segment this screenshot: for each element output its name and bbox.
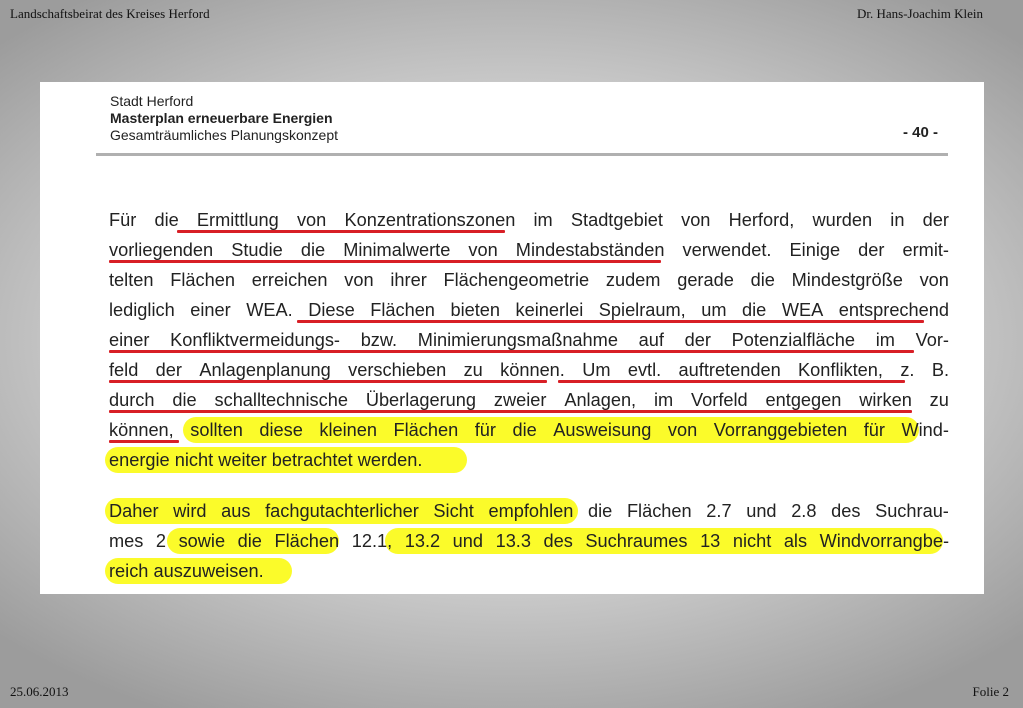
word: der bbox=[858, 240, 885, 260]
paragraph-1 bbox=[109, 205, 949, 475]
word: einer bbox=[190, 300, 231, 320]
word: von bbox=[344, 270, 374, 290]
word: lediglich bbox=[109, 300, 175, 320]
word: 2.8 bbox=[791, 501, 817, 521]
word: Sicht bbox=[433, 501, 474, 521]
word: Potenzialfläche bbox=[731, 330, 855, 350]
text-line bbox=[109, 385, 949, 415]
word: Ermittlung bbox=[196, 210, 279, 230]
word: kleinen bbox=[319, 420, 377, 440]
slide-header-left: Landschaftsbeirat des Kreises Herford bbox=[10, 6, 210, 21]
word: Mindestgröße bbox=[791, 270, 903, 290]
document-header bbox=[110, 93, 338, 144]
text-line-content bbox=[109, 526, 949, 556]
word: Vor- bbox=[915, 330, 949, 350]
text-line-content bbox=[109, 415, 949, 445]
word: die bbox=[300, 240, 326, 260]
word: sowie bbox=[178, 531, 226, 551]
word: Daher bbox=[109, 501, 159, 521]
word: von bbox=[667, 420, 698, 440]
word: Suchraumes bbox=[585, 531, 688, 551]
word: Suchrau- bbox=[875, 501, 949, 521]
document-city: Stadt Herford bbox=[110, 93, 194, 109]
word: Vorfeld bbox=[691, 390, 748, 410]
word: die bbox=[237, 531, 262, 551]
word: empfohlen bbox=[488, 501, 574, 521]
text-line bbox=[109, 355, 949, 385]
word: ermit- bbox=[902, 240, 949, 260]
word: gerade bbox=[677, 270, 734, 290]
text-line-content bbox=[109, 265, 949, 295]
word: Anlagen, bbox=[564, 390, 637, 410]
word: Studie bbox=[231, 240, 283, 260]
word: von bbox=[919, 270, 949, 290]
word: Spielraum, bbox=[598, 300, 686, 320]
word: Flächengeometrie bbox=[443, 270, 590, 290]
word: der bbox=[155, 360, 182, 380]
word: 13 bbox=[700, 531, 721, 551]
word: Herford, bbox=[728, 210, 795, 230]
word: mes bbox=[109, 531, 144, 551]
word: die bbox=[742, 300, 767, 320]
word: entgegen bbox=[765, 390, 842, 410]
word: Minimalwerte bbox=[343, 240, 451, 260]
word: der bbox=[684, 330, 711, 350]
text-line bbox=[109, 445, 949, 475]
word: zu bbox=[463, 360, 483, 380]
word: Konfliktvermeidungs- bbox=[170, 330, 340, 350]
text-line bbox=[109, 235, 949, 265]
word: Vorranggebieten bbox=[713, 420, 848, 440]
document-excerpt bbox=[40, 82, 984, 594]
word: aus bbox=[221, 501, 251, 521]
word: für bbox=[863, 420, 885, 440]
word: keinerlei bbox=[515, 300, 584, 320]
word: Flächen bbox=[170, 270, 235, 290]
word: diese bbox=[259, 420, 303, 440]
word: telten bbox=[109, 270, 154, 290]
word: können, bbox=[109, 420, 174, 440]
word: der bbox=[922, 210, 949, 230]
red-underline bbox=[109, 260, 661, 263]
word: als bbox=[783, 531, 808, 551]
word: können. bbox=[500, 360, 565, 380]
word: von bbox=[296, 210, 327, 230]
word: für bbox=[474, 420, 496, 440]
word: Überlagerung bbox=[365, 390, 477, 410]
word: vorliegenden bbox=[109, 240, 214, 260]
text-line bbox=[109, 556, 949, 586]
word: des bbox=[831, 501, 861, 521]
word: 13.2 bbox=[404, 531, 441, 551]
word: nicht bbox=[732, 531, 772, 551]
document-subtitle: Gesamträumliches Planungskonzept bbox=[110, 127, 339, 143]
word: Wind- bbox=[901, 420, 949, 440]
word: zudem bbox=[605, 270, 661, 290]
red-underline bbox=[558, 380, 905, 383]
red-underline bbox=[109, 380, 547, 383]
word: die bbox=[154, 210, 179, 230]
word: Konflikten, bbox=[798, 360, 883, 380]
word: Ausweisung bbox=[553, 420, 652, 440]
footer-date: 25.06.2013 bbox=[10, 684, 69, 699]
word: die bbox=[750, 270, 775, 290]
word: auf bbox=[638, 330, 664, 350]
word: im bbox=[533, 210, 553, 230]
word: 12.1, bbox=[351, 531, 393, 551]
word: 2 bbox=[155, 531, 167, 551]
text-line bbox=[109, 205, 949, 235]
word: Flächen bbox=[274, 531, 340, 551]
text-line-content bbox=[109, 496, 949, 526]
word: im bbox=[653, 390, 674, 410]
word: WEA bbox=[781, 300, 824, 320]
word: verwendet. bbox=[682, 240, 772, 260]
word: bzw. bbox=[360, 330, 398, 350]
word: Flächen bbox=[626, 501, 692, 521]
word: feld bbox=[109, 360, 139, 380]
red-underline bbox=[109, 410, 912, 413]
word: sollten bbox=[190, 420, 243, 440]
word: Konzentrationszonen bbox=[344, 210, 516, 230]
word: entsprechend bbox=[838, 300, 949, 320]
red-underline bbox=[109, 440, 179, 443]
word: und bbox=[452, 531, 484, 551]
word: durch bbox=[109, 390, 155, 410]
word: z. bbox=[900, 360, 915, 380]
word: einer bbox=[109, 330, 150, 350]
word: zu bbox=[929, 390, 949, 410]
word: Mindestabständen bbox=[515, 240, 665, 260]
word: Diese bbox=[308, 300, 355, 320]
text-line-content: energie nicht weiter betrachtet werden. bbox=[109, 450, 423, 470]
text-line bbox=[109, 325, 949, 355]
word: von bbox=[468, 240, 498, 260]
word: erreichen bbox=[251, 270, 328, 290]
word: WEA. bbox=[246, 300, 293, 320]
text-line bbox=[109, 526, 949, 556]
word: B. bbox=[931, 360, 949, 380]
word: verschieben bbox=[348, 360, 447, 380]
word: Flächen bbox=[393, 420, 459, 440]
red-underline bbox=[109, 350, 914, 353]
word: Flächen bbox=[370, 300, 435, 320]
word: 13.3 bbox=[495, 531, 531, 551]
footer-slide-number: Folie 2 bbox=[972, 684, 1009, 699]
slide-header-right: Dr. Hans-Joachim Klein bbox=[856, 6, 983, 21]
red-underline bbox=[177, 230, 505, 233]
word: zweier bbox=[493, 390, 547, 410]
page-number: - 40 - bbox=[902, 124, 938, 141]
word: Für bbox=[109, 210, 137, 230]
word: evtl. bbox=[627, 360, 662, 380]
text-line bbox=[109, 265, 949, 295]
word: von bbox=[681, 210, 711, 230]
text-line-content: reich auszuweisen. bbox=[109, 561, 264, 581]
text-line bbox=[109, 415, 949, 445]
word: um bbox=[701, 300, 727, 320]
word: die bbox=[512, 420, 537, 440]
word: die bbox=[588, 501, 613, 521]
word: auftretenden bbox=[678, 360, 781, 380]
word: fachgutachterlicher bbox=[265, 501, 419, 521]
word: Einige bbox=[789, 240, 841, 260]
document-title: Masterplan erneuerbare Energien bbox=[110, 110, 333, 126]
paragraph-2 bbox=[109, 496, 949, 586]
word: wirken bbox=[859, 390, 912, 410]
word: Windvorrangbe- bbox=[819, 531, 949, 551]
word: Anlagenplanung bbox=[199, 360, 331, 380]
word: und bbox=[746, 501, 777, 521]
word: Minimierungsmaßnahme bbox=[417, 330, 618, 350]
word: Stadtgebiet bbox=[570, 210, 663, 230]
word: des bbox=[543, 531, 573, 551]
red-underline bbox=[297, 320, 924, 323]
text-line bbox=[109, 496, 949, 526]
word: bieten bbox=[450, 300, 501, 320]
word: die bbox=[172, 390, 197, 410]
header-rule bbox=[96, 153, 948, 156]
word: wurden bbox=[812, 210, 873, 230]
word: in bbox=[890, 210, 905, 230]
word: Um bbox=[582, 360, 611, 380]
word: ihrer bbox=[390, 270, 427, 290]
word: im bbox=[875, 330, 895, 350]
word: 2.7 bbox=[706, 501, 732, 521]
text-line bbox=[109, 295, 949, 325]
word: wird bbox=[173, 501, 207, 521]
word: schalltechnische bbox=[214, 390, 348, 410]
